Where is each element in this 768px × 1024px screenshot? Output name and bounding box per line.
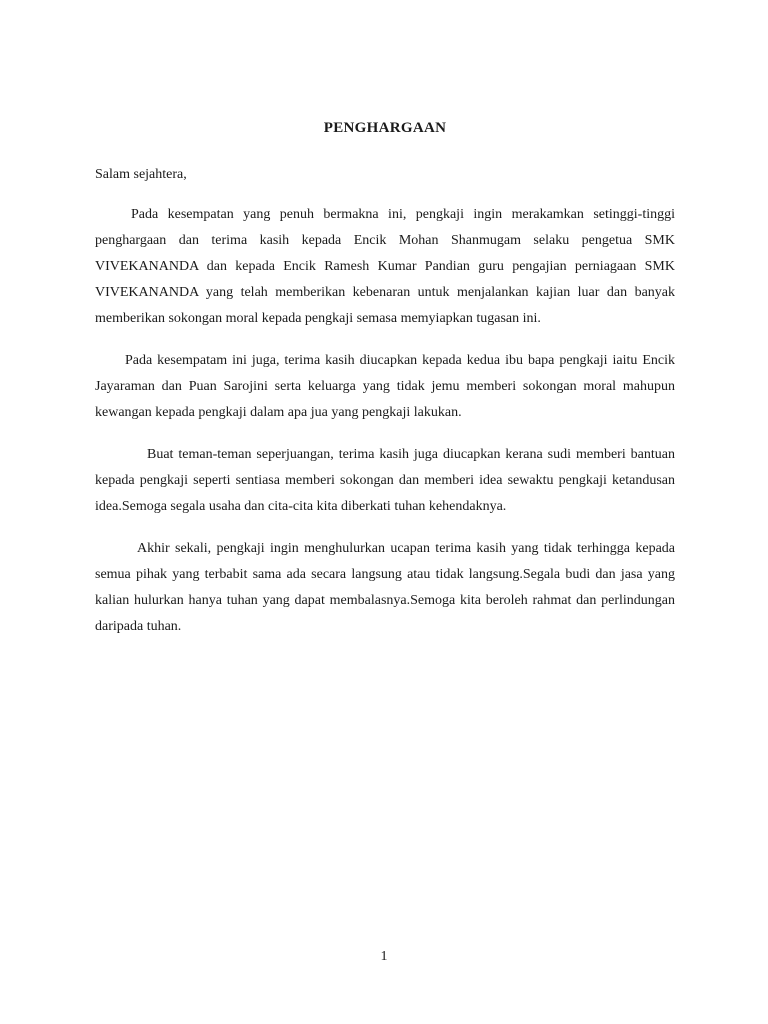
paragraph-2: Pada kesempatam ini juga, terima kasih diucapkan kepada kedua ibu bapa pengkaji iaitu Encik Jayaraman dan Puan Sarojini serta keluarga yang tidak jemu memberi sokongan moral mahupun kewangan kepada pengkaji dalam apa jua yang pengkaji lakukan. xyxy=(95,353,675,420)
paragraph-1: Pada kesempatan yang penuh bermakna ini, pengkaji ingin merakamkan setinggi-tinggi penghargaan dan terima kasih kepada Encik Mohan Shanmugam selaku pengetua SMK VIVEKANANDA dan kepada Encik Ramesh Kumar Pandian guru pengajian perniagaan SMK VIVEKANANDA yang telah memberikan kebenaran untuk menjalankan kajian luar dan banyak memberikan sokongan moral kepada pengkaji semasa memyiapkan tugasan ini. xyxy=(95,207,675,326)
paragraph-4: Akhir sekali, pengkaji ingin menghulurkan ucapan terima kasih yang tidak terhingga kepada semua pihak yang terbabit sama ada secara langsung atau tidak langsung.Segala budi dan jasa yang kalian hulurkan hanya tuhan yang dapat membalasnya.Semoga kita beroleh rahmat dan perlindungan daripada tuhan. xyxy=(95,541,675,634)
salutation: Salam sejahtera, xyxy=(95,167,187,182)
page-content xyxy=(95,118,675,656)
page-title: PENGHARGAAN xyxy=(323,120,447,136)
page-number: 1 xyxy=(380,949,388,964)
paragraph-3: Buat teman-teman seperjuangan, terima kasih juga diucapkan kerana sudi memberi bantuan kepada pengkaji seperti sentiasa memberi sokongan dan memberi idea sewaktu pengkaji ketandusan idea.Semoga segala usaha dan cita-cita kita diberkati tuhan kehendaknya. xyxy=(95,447,675,514)
